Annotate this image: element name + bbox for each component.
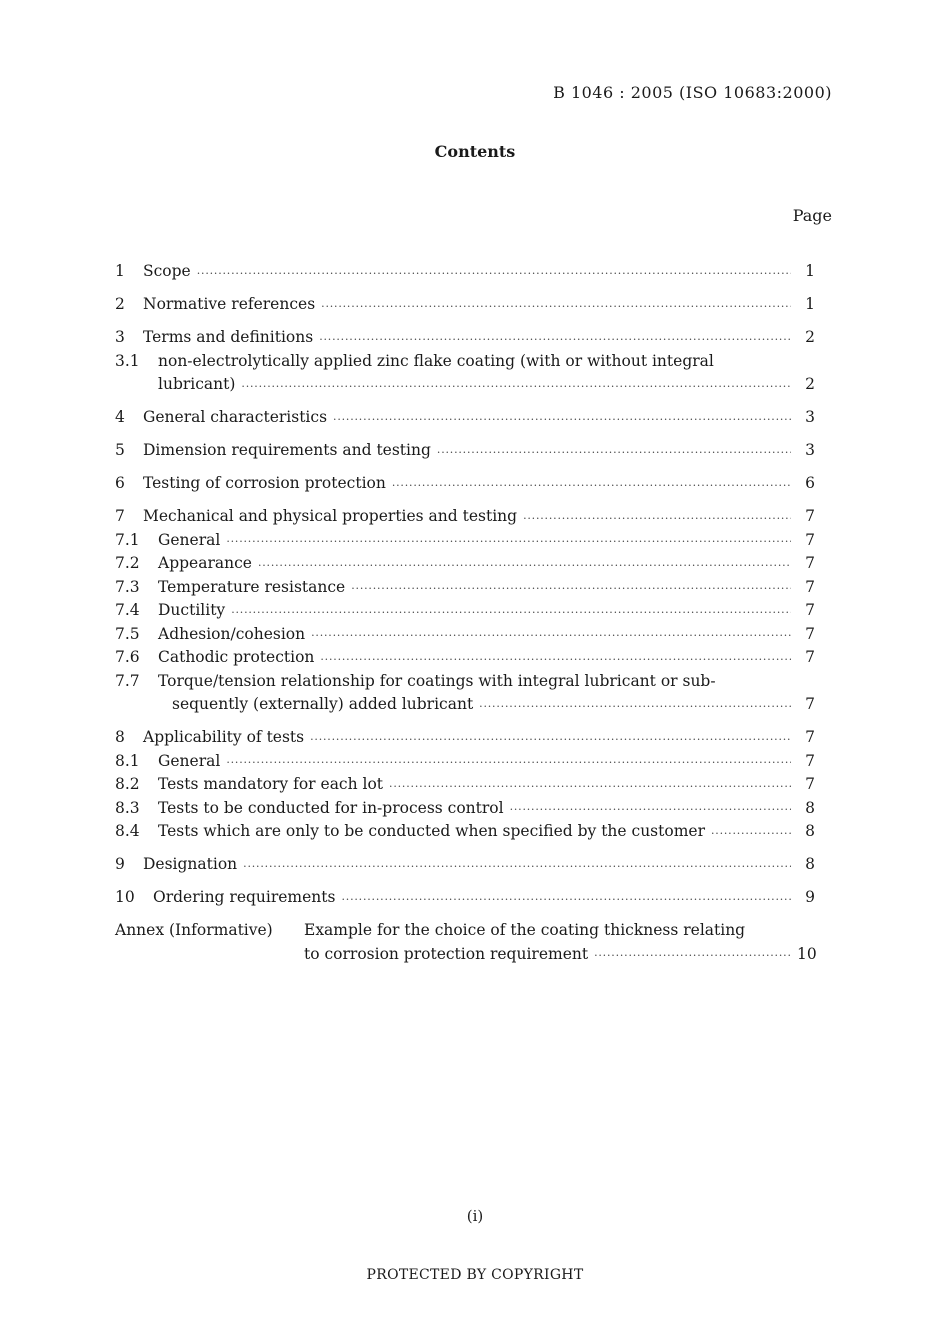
toc-entry-title: Cathodic protection xyxy=(158,648,315,666)
toc-entry-number: 3 xyxy=(115,328,125,346)
toc-entry-title: Scope xyxy=(143,262,191,280)
toc-entry-number: 8.3 xyxy=(115,798,140,817)
toc-entry-number: 4 xyxy=(115,408,125,426)
toc-entry-ductility[interactable] xyxy=(115,599,815,623)
toc-entry-page: 7 xyxy=(805,695,815,713)
toc-entry-7-1-general[interactable] xyxy=(115,529,815,553)
toc-entry-page: 7 xyxy=(805,624,815,643)
toc-entry-zinc-flake-coating[interactable] xyxy=(115,350,815,397)
toc-entry-number: 1 xyxy=(115,262,125,280)
toc-entry-page: 10 xyxy=(797,944,817,963)
toc-entry-title: Testing of corrosion protection xyxy=(143,474,386,492)
toc-entry-ordering-requirements[interactable] xyxy=(115,886,815,910)
dot-leader xyxy=(351,583,791,594)
dot-leader xyxy=(320,654,791,665)
toc-entry-designation[interactable] xyxy=(115,853,815,877)
toc-entry-mechanical-properties[interactable] xyxy=(115,505,815,529)
toc-entry-scope[interactable] xyxy=(115,260,815,284)
dot-leader xyxy=(310,734,791,745)
toc-entry-page: 6 xyxy=(805,474,815,492)
toc-entry-terms-and-definitions[interactable] xyxy=(115,326,815,350)
toc-entry-number: 7.6 xyxy=(115,648,140,666)
toc-entry-in-process-control[interactable] xyxy=(115,797,815,821)
toc-entry-title-line2: sequently (externally) added lubricant xyxy=(172,695,474,713)
toc-entry-page: 8 xyxy=(805,822,815,840)
dot-leader xyxy=(258,560,791,571)
dot-leader xyxy=(341,894,791,905)
dot-leader xyxy=(311,630,791,641)
toc-entry-temperature-resistance[interactable] xyxy=(115,576,815,600)
toc-entry-page: 7 xyxy=(805,751,815,770)
toc-entry-page: 2 xyxy=(805,375,815,393)
toc-entry-page: 2 xyxy=(805,328,815,346)
toc-entry-page: 3 xyxy=(805,441,815,459)
toc-entry-title: General xyxy=(158,751,221,770)
toc-entry-8-1-general[interactable] xyxy=(115,750,815,774)
dot-leader xyxy=(479,701,791,712)
toc-entry-adhesion-cohesion[interactable] xyxy=(115,623,815,647)
toc-entry-title: Tests which are only to be conducted when specified by the customer xyxy=(158,822,705,840)
dot-leader xyxy=(243,861,791,872)
page-column-label: Page xyxy=(792,206,832,225)
toc-entry-page: 1 xyxy=(805,295,815,313)
dot-leader xyxy=(437,447,791,458)
dot-leader xyxy=(392,480,791,491)
toc-entry-number: 7.5 xyxy=(115,624,140,643)
toc-entry-number: 2 xyxy=(115,295,125,313)
toc-entry-number: 10 xyxy=(115,888,135,906)
dot-leader xyxy=(231,607,791,618)
toc-entry-number: 8.2 xyxy=(115,775,140,793)
toc-entry-number: 8.1 xyxy=(115,751,140,770)
dot-leader xyxy=(226,536,791,547)
toc-entry-tests-mandatory[interactable] xyxy=(115,773,815,797)
toc-entry-title: Normative references xyxy=(143,295,316,313)
copyright-notice: PROTECTED BY COPYRIGHT xyxy=(366,1267,584,1283)
dot-leader xyxy=(197,268,791,279)
toc-entry-number: 7.1 xyxy=(115,530,140,549)
toc-entry-page: 7 xyxy=(805,530,815,549)
toc-entry-page: 3 xyxy=(805,408,815,426)
toc-entry-page: 7 xyxy=(805,507,815,525)
toc-entry-title: Terms and definitions xyxy=(143,328,314,346)
toc-entry-applicability-of-tests[interactable] xyxy=(115,726,815,750)
dot-leader xyxy=(523,513,791,524)
toc-entry-page: 8 xyxy=(805,798,815,817)
toc-entry-page: 7 xyxy=(805,648,815,666)
toc-entry-title: Temperature resistance xyxy=(158,577,346,596)
toc-entry-title: Dimension requirements and testing xyxy=(143,441,431,459)
toc-entry-general-characteristics[interactable] xyxy=(115,406,815,430)
page-number: (i) xyxy=(466,1207,484,1225)
toc-entry-page: 8 xyxy=(805,855,815,873)
contents-title: Contents xyxy=(434,142,516,161)
toc-entry-title: Tests to be conducted for in-process control xyxy=(158,798,504,817)
toc-entry-title: Applicability of tests xyxy=(143,728,305,746)
toc-entry-number: 6 xyxy=(115,474,125,492)
toc-entry-number: 8.4 xyxy=(115,822,140,840)
toc-entry-page: 7 xyxy=(805,554,815,572)
toc-entry-title: Appearance xyxy=(158,554,252,572)
toc-entry-number: 7.2 xyxy=(115,554,140,572)
dot-leader xyxy=(389,781,791,792)
toc-entry-torque-tension[interactable] xyxy=(115,670,815,717)
toc-entry-title: General xyxy=(158,530,221,549)
toc-entry-number: 3.1 xyxy=(115,351,140,370)
dot-leader xyxy=(319,334,791,345)
toc-entry-number: 7.7 xyxy=(115,671,140,690)
toc-entry-title: Tests mandatory for each lot xyxy=(158,775,384,793)
toc-entry-appearance[interactable] xyxy=(115,552,815,576)
toc-entry-number: Annex (Informative) xyxy=(115,921,273,939)
toc-entry-number: 9 xyxy=(115,855,125,873)
toc-entry-title: General characteristics xyxy=(143,408,328,426)
toc-entry-title: Ductility xyxy=(158,601,226,619)
toc-entry-corrosion-protection[interactable] xyxy=(115,472,815,496)
dot-leader xyxy=(510,804,791,815)
toc-entry-title: Designation xyxy=(143,855,238,873)
toc-entry-title: Adhesion/cohesion xyxy=(158,624,306,643)
toc-entry-number: 7.3 xyxy=(115,577,140,596)
table-of-contents xyxy=(115,260,815,966)
toc-entry-title-line1: Torque/tension relationship for coatings with integral lubricant or sub- xyxy=(158,671,716,690)
toc-entry-page: 7 xyxy=(805,577,815,596)
toc-entry-number: 7 xyxy=(115,507,125,525)
toc-entry-customer-specified-tests[interactable] xyxy=(115,820,815,844)
toc-entry-page: 1 xyxy=(805,262,815,280)
toc-entry-title-line1: Example for the choice of the coating thickness relating xyxy=(304,921,746,939)
toc-entry-dimension-requirements[interactable] xyxy=(115,439,815,463)
dot-leader xyxy=(241,381,791,392)
toc-entry-title: Mechanical and physical properties and testing xyxy=(143,507,518,525)
dot-leader xyxy=(321,301,791,312)
toc-entry-page: 7 xyxy=(805,601,815,619)
toc-entry-normative-references[interactable] xyxy=(115,293,815,317)
toc-entry-title-line2: to corrosion protection requirement xyxy=(304,944,589,963)
toc-entry-number: 8 xyxy=(115,728,125,746)
dot-leader xyxy=(594,950,791,961)
toc-entry-number: 5 xyxy=(115,441,125,459)
toc-entry-page: 7 xyxy=(805,728,815,746)
dot-leader xyxy=(711,828,791,839)
dot-leader xyxy=(333,414,791,425)
toc-entry-cathodic-protection[interactable] xyxy=(115,646,815,670)
toc-entry-page: 9 xyxy=(805,888,815,906)
dot-leader xyxy=(226,757,791,768)
toc-entry-title-line2: lubricant) xyxy=(158,375,236,393)
toc-entry-number: 7.4 xyxy=(115,601,140,619)
standard-number-header: B 1046 : 2005 (ISO 10683:2000) xyxy=(553,83,832,102)
toc-entry-page: 7 xyxy=(805,775,815,793)
toc-entry-title-line1: non-electrolytically applied zinc flake coating (with or without integral xyxy=(158,351,714,370)
toc-entry-title: Ordering requirements xyxy=(153,888,336,906)
toc-entry-annex[interactable] xyxy=(115,919,815,966)
